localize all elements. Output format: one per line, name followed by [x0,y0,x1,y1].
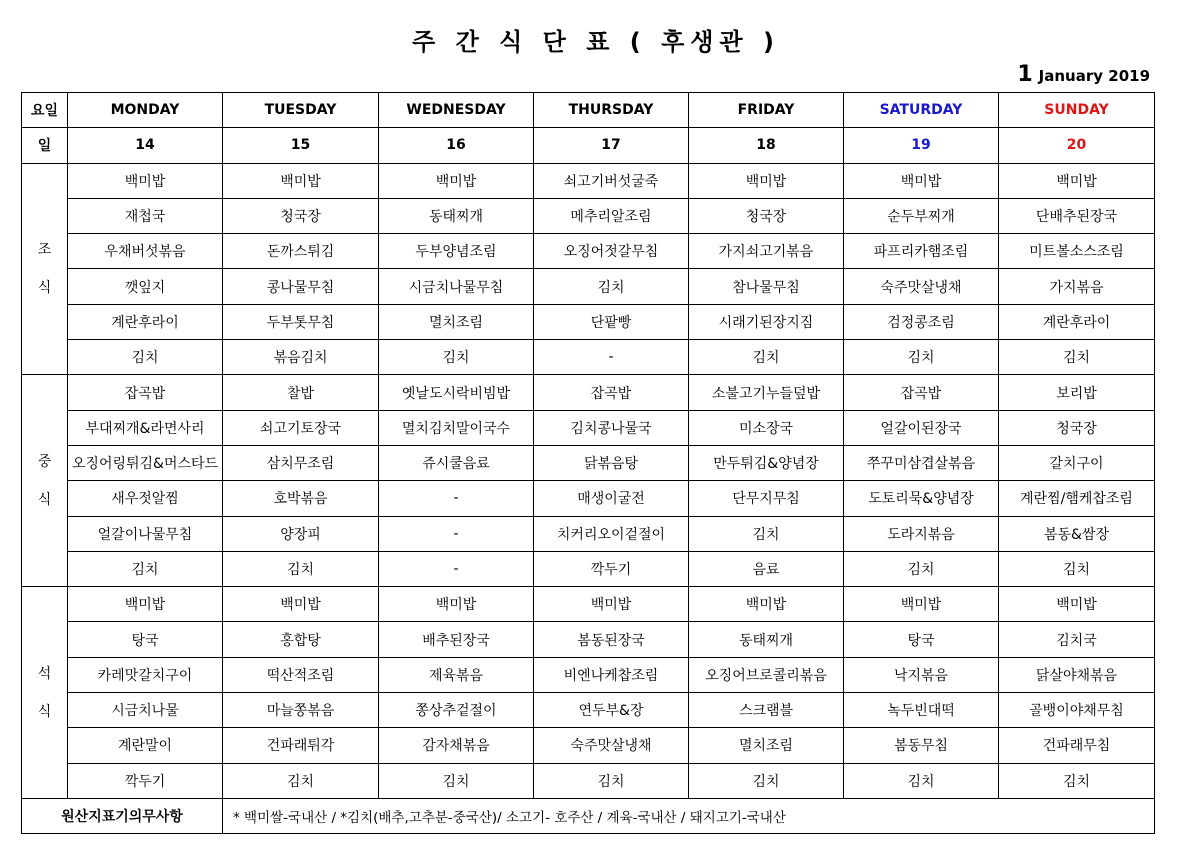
menu-item: 김치 [999,763,1155,798]
date-friday: 18 [689,128,844,163]
menu-item: 잡곡밥 [844,375,999,410]
menu-item: 가지쇠고기볶음 [689,234,844,269]
menu-item: 두부톳무침 [223,304,379,339]
menu-item: 시금치나물 [68,693,223,728]
day-header-saturday: SATURDAY [844,93,999,128]
menu-item: 옛날도시락비빔밥 [379,375,534,410]
menu-item: 갈치구이 [999,445,1155,480]
menu-item: 파프리카햄조림 [844,234,999,269]
menu-item: 가지볶음 [999,269,1155,304]
corner-label: 요일 [22,93,68,128]
menu-item: 동태찌개 [379,198,534,233]
menu-item: - [534,340,689,375]
menu-item: 백미밥 [379,587,534,622]
date-sunday: 20 [999,128,1155,163]
day-header-thursday: THURSDAY [534,93,689,128]
menu-item: 김치 [844,551,999,586]
menu-item: 백미밥 [68,163,223,198]
menu-item: 김치 [379,763,534,798]
lunch-row [22,516,1155,551]
dinner-row [22,587,1155,622]
date-thursday: 17 [534,128,689,163]
menu-item: 소불고기누들덮밥 [689,375,844,410]
menu-item: 건파래무침 [999,728,1155,763]
menu-item: 백미밥 [68,587,223,622]
menu-item: 봄동무침 [844,728,999,763]
menu-item: 청국장 [999,410,1155,445]
dates-row-label: 일 [22,128,68,163]
menu-item: 매생이굴전 [534,481,689,516]
menu-item: 백미밥 [223,163,379,198]
menu-item: 오징어링튀김&머스타드 [68,445,223,480]
breakfast-row [22,234,1155,269]
menu-item: 쇠고기토장국 [223,410,379,445]
menu-item: 깍두기 [534,551,689,586]
menu-item: 멸치조림 [379,304,534,339]
menu-item: 검정콩조림 [844,304,999,339]
menu-body [22,163,1155,798]
menu-item: 골뱅이야채무침 [999,693,1155,728]
date-month-year: January 2019 [1038,67,1150,85]
menu-item: 계란말이 [68,728,223,763]
menu-item: 김치 [844,340,999,375]
menu-item: 숙주맛살냉채 [844,269,999,304]
menu-item: 쇠고기버섯굴죽 [534,163,689,198]
menu-item: 두부양념조림 [379,234,534,269]
menu-item: 김치 [689,340,844,375]
lunch-label-char: 중 [37,453,52,470]
menu-item: 계란찜/햄케찹조림 [999,481,1155,516]
menu-item: 김치 [999,551,1155,586]
menu-item: 백미밥 [534,587,689,622]
menu-item: 김치 [68,340,223,375]
menu-item: 김치 [68,551,223,586]
menu-item: 김치 [689,516,844,551]
menu-item: 김치 [379,340,534,375]
dinner-label-char: 석 [37,665,52,682]
menu-item: 백미밥 [689,163,844,198]
lunch-row [22,551,1155,586]
breakfast-row [22,304,1155,339]
origin-label: 원산지표기의무사항 [22,798,223,833]
menu-item: 깻잎지 [68,269,223,304]
menu-item: 백미밥 [999,587,1155,622]
menu-item: 시래기된장지짐 [689,304,844,339]
menu-item: 재첩국 [68,198,223,233]
menu-item: 스크램블 [689,693,844,728]
menu-item: 김치 [223,551,379,586]
menu-item: 부대찌개&라면사리 [68,410,223,445]
date-monday: 14 [68,128,223,163]
menu-item: 김치 [534,763,689,798]
menu-item: 음료 [689,551,844,586]
menu-item: 제육볶음 [379,657,534,692]
menu-item: 백미밥 [689,587,844,622]
menu-item: 청국장 [689,198,844,233]
menu-item: 마늘쫑볶음 [223,693,379,728]
menu-item: 김치콩나물국 [534,410,689,445]
menu-item: 삼치무조림 [223,445,379,480]
day-header-friday: FRIDAY [689,93,844,128]
menu-item: 잡곡밥 [68,375,223,410]
header-row [22,93,1155,128]
menu-item: - [379,516,534,551]
menu-item: 비엔나케찹조림 [534,657,689,692]
menu-item: 새우젓알찜 [68,481,223,516]
lunch-row [22,445,1155,480]
menu-item: 참나물무침 [689,269,844,304]
dinner-row [22,728,1155,763]
dinner-row [22,763,1155,798]
breakfast-row [22,163,1155,198]
date-wednesday: 16 [379,128,534,163]
lunch-label [22,375,68,587]
date-saturday: 19 [844,128,999,163]
menu-item: 백미밥 [999,163,1155,198]
menu-item: 순두부찌개 [844,198,999,233]
menu-item: 봄동&쌈장 [999,516,1155,551]
weekly-menu-table [21,92,1155,834]
menu-item: 김치 [534,269,689,304]
menu-item: 닭살야채볶음 [999,657,1155,692]
menu-item: 김치 [689,763,844,798]
menu-date [1017,62,1150,87]
breakfast-row [22,198,1155,233]
menu-item: 시금치나물무침 [379,269,534,304]
menu-item: 우채버섯볶음 [68,234,223,269]
menu-item: 백미밥 [844,587,999,622]
menu-item: 돈까스튀김 [223,234,379,269]
origin-notice: * 백미쌀-국내산 / *김치(배추,고추분-중국산)/ 소고기- 호주산 / 계육-국내산 / 돼지고기-국내산 [223,798,1155,833]
date-tuesday: 15 [223,128,379,163]
menu-item: 계란후라이 [999,304,1155,339]
menu-item: 오징어브로콜리볶음 [689,657,844,692]
menu-item: 백미밥 [844,163,999,198]
menu-item: 카레맛갈치구이 [68,657,223,692]
date-day: 1 [1017,62,1033,87]
menu-item: 얼갈이된장국 [844,410,999,445]
menu-item: 백미밥 [223,587,379,622]
menu-item: 김치 [844,763,999,798]
menu-item: 떡산적조림 [223,657,379,692]
breakfast-label [22,163,68,375]
menu-item: 단무지무침 [689,481,844,516]
menu-item: 양장피 [223,516,379,551]
menu-item: 얼갈이나물무침 [68,516,223,551]
dinner-row [22,622,1155,657]
menu-item: 만두튀김&양념장 [689,445,844,480]
menu-item: 건파래튀각 [223,728,379,763]
day-header-monday: MONDAY [68,93,223,128]
menu-item: 쫑상추겉절이 [379,693,534,728]
menu-item: 동태찌개 [689,622,844,657]
menu-item: 치커리오이겉절이 [534,516,689,551]
lunch-row [22,410,1155,445]
dates-row [22,128,1155,163]
menu-item: 배추된장국 [379,622,534,657]
menu-item: 김치 [223,763,379,798]
menu-item: 녹두빈대떡 [844,693,999,728]
dinner-row [22,693,1155,728]
day-header-sunday: SUNDAY [999,93,1155,128]
menu-item: 볶음김치 [223,340,379,375]
menu-item: - [379,481,534,516]
menu-item: 잡곡밥 [534,375,689,410]
day-header-tuesday: TUESDAY [223,93,379,128]
menu-item: 단배추된장국 [999,198,1155,233]
lunch-row [22,481,1155,516]
menu-item: 도라지볶음 [844,516,999,551]
menu-item: 미소장국 [689,410,844,445]
menu-item: 쥬시쿨음료 [379,445,534,480]
menu-item: 계란후라이 [68,304,223,339]
menu-item: 미트볼소스조림 [999,234,1155,269]
breakfast-row [22,340,1155,375]
day-header-wednesday: WEDNESDAY [379,93,534,128]
breakfast-row [22,269,1155,304]
breakfast-label-char: 조 [37,241,52,258]
dinner-label-char: 식 [37,703,52,720]
lunch-row [22,375,1155,410]
menu-item: 보리밥 [999,375,1155,410]
page-title: 주 간 식 단 표 ( 후생관 ) [412,28,780,56]
menu-item: 오징어젓갈무침 [534,234,689,269]
menu-item: 쭈꾸미삼겹살볶음 [844,445,999,480]
menu-item: 봄동된장국 [534,622,689,657]
menu-item: 감자채볶음 [379,728,534,763]
menu-item: 탕국 [844,622,999,657]
menu-item: 단팥빵 [534,304,689,339]
menu-item: 홍합탕 [223,622,379,657]
menu-item: 호박볶음 [223,481,379,516]
menu-item: 탕국 [68,622,223,657]
lunch-label-char: 식 [37,491,52,508]
menu-item: 청국장 [223,198,379,233]
menu-item: 김치 [999,340,1155,375]
breakfast-label-char: 식 [37,279,52,296]
menu-item: 낙지볶음 [844,657,999,692]
dinner-label [22,587,68,799]
footer-row [22,798,1155,833]
menu-item: 백미밥 [379,163,534,198]
menu-item: 찰밥 [223,375,379,410]
menu-item: 메추리알조림 [534,198,689,233]
menu-item: 멸치김치말이국수 [379,410,534,445]
menu-item: 멸치조림 [689,728,844,763]
dinner-row [22,657,1155,692]
menu-item: 콩나물무침 [223,269,379,304]
menu-item: 닭볶음탕 [534,445,689,480]
menu-item: 김치국 [999,622,1155,657]
menu-item: - [379,551,534,586]
menu-item: 도토리묵&양념장 [844,481,999,516]
menu-item: 숙주맛살냉채 [534,728,689,763]
menu-item: 연두부&장 [534,693,689,728]
menu-item: 깍두기 [68,763,223,798]
